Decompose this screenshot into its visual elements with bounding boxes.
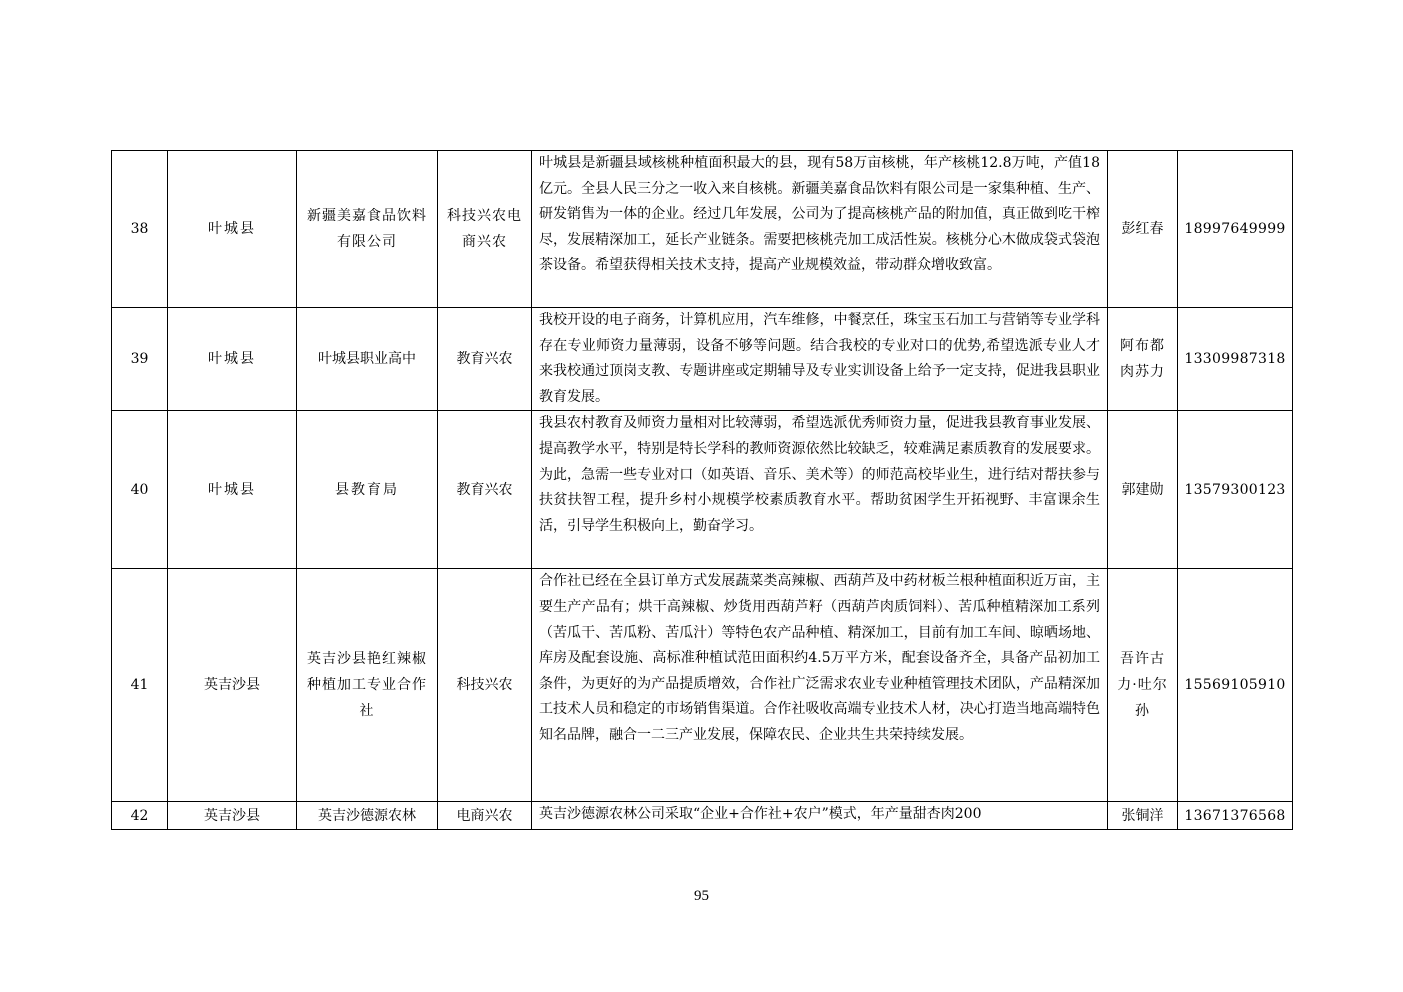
table-row — [112, 569, 1293, 802]
row-number: 42 — [112, 802, 168, 830]
phone-cell: 13309987318 — [1178, 308, 1293, 411]
description-cell: 叶城县是新疆县域核桃种植面积最大的县，现有58万亩核桃，年产核桃12.8万吨，产值18亿元。全县人民三分之一收入来自核桃。新疆美嘉食品饮料有限公司是一家集种植、生产、研发销售为一体的企业。经过几年发展，公司为了提高核桃产品的附加值，真正做到吃干榨尽，发展精深加工，延长产业链条。需要把核桃壳加工成活性炭。核桃分心木做成袋式袋泡茶设备。希望获得相关技术支持，提高产业规模效益，带动群众增收致富。 — [532, 151, 1108, 308]
phone-cell: 13671376568 — [1178, 802, 1293, 830]
contact-cell: 阿布都肉苏力 — [1108, 308, 1178, 411]
row-number: 39 — [112, 308, 168, 411]
organization-cell: 英吉沙县艳红辣椒种植加工专业合作社 — [297, 569, 438, 802]
description-cell: 英吉沙德源农林公司采取“企业+合作社+农户”模式，年产量甜杏肉200 — [532, 802, 1108, 830]
contact-cell: 吾许古力·吐尔孙 — [1108, 569, 1178, 802]
description-cell: 合作社已经在全县订单方式发展蔬菜类高辣椒、西葫芦及中药材板兰根种植面积近万亩，主要生产产品有；烘干高辣椒、炒货用西葫芦籽（西葫芦肉质饲料）、苦瓜种植精深加工系列（苦瓜干、苦瓜粉、苦瓜汁）等特色农产品种植、精深加工，目前有加工车间、晾晒场地、库房及配套设施、高标准种植试范田面积约4.5万平方米，配套设备齐全，具备产品初加工条件，为更好的为产品提质增效，合作社广泛需求农业专业种植管理技术团队，产品精深加工技术人员和稳定的市场销售渠道。合作社吸收高端专业技术人材，决心打造当地高端特色知名品牌，融合一二三产业发展，保障农民、企业共生共荣持续发展。 — [532, 569, 1108, 802]
row-number: 41 — [112, 569, 168, 802]
organization-cell: 新疆美嘉食品饮料有限公司 — [297, 151, 438, 308]
table-row — [112, 802, 1293, 830]
category-cell: 教育兴农 — [438, 411, 532, 569]
contact-cell: 彭红春 — [1108, 151, 1178, 308]
phone-cell: 15569105910 — [1178, 569, 1293, 802]
county-cell: 英吉沙县 — [168, 569, 297, 802]
phone-cell: 13579300123 — [1178, 411, 1293, 569]
description-cell: 我校开设的电子商务，计算机应用，汽车维修，中餐烹任，珠宝玉石加工与营销等专业学科存在专业师资力量薄弱，设备不够等问题。结合我校的专业对口的优势,希望选派专业人才来我校通过顶岗支教、专题讲座或定期辅导及专业实训设备上给予一定支持，促进我县职业教育发展。 — [532, 308, 1108, 411]
contact-cell: 郭建勋 — [1108, 411, 1178, 569]
contact-cell: 张铜洋 — [1108, 802, 1178, 830]
description-cell: 我县农村教育及师资力量相对比较薄弱，希望选派优秀师资力量，促进我县教育事业发展、提高教学水平，特别是特长学科的教师资源依然比较缺乏，较难满足素质教育的发展要求。为此，急需一些专业对口（如英语、音乐、美术等）的师范高校毕业生，进行结对帮扶参与扶贫扶智工程，提升乡村小规模学校素质教育水平。帮助贫困学生开拓视野、丰富课余生活，引导学生积极向上，勤奋学习。 — [532, 411, 1108, 569]
row-number: 38 — [112, 151, 168, 308]
category-cell: 科技兴农电商兴农 — [438, 151, 532, 308]
phone-cell: 18997649999 — [1178, 151, 1293, 308]
organization-cell: 县教育局 — [297, 411, 438, 569]
county-cell: 叶城县 — [168, 308, 297, 411]
row-number: 40 — [112, 411, 168, 569]
category-cell: 教育兴农 — [438, 308, 532, 411]
county-cell: 叶城县 — [168, 151, 297, 308]
table-row — [112, 151, 1293, 308]
organization-cell: 叶城县职业高中 — [297, 308, 438, 411]
category-cell: 电商兴农 — [438, 802, 532, 830]
county-cell: 叶城县 — [168, 411, 297, 569]
category-cell: 科技兴农 — [438, 569, 532, 802]
county-cell: 英吉沙县 — [168, 802, 297, 830]
page-number: 95 — [694, 888, 709, 904]
table-row — [112, 411, 1293, 569]
organization-cell: 英吉沙德源农林 — [297, 802, 438, 830]
table-row — [112, 308, 1293, 411]
project-table — [111, 150, 1293, 830]
